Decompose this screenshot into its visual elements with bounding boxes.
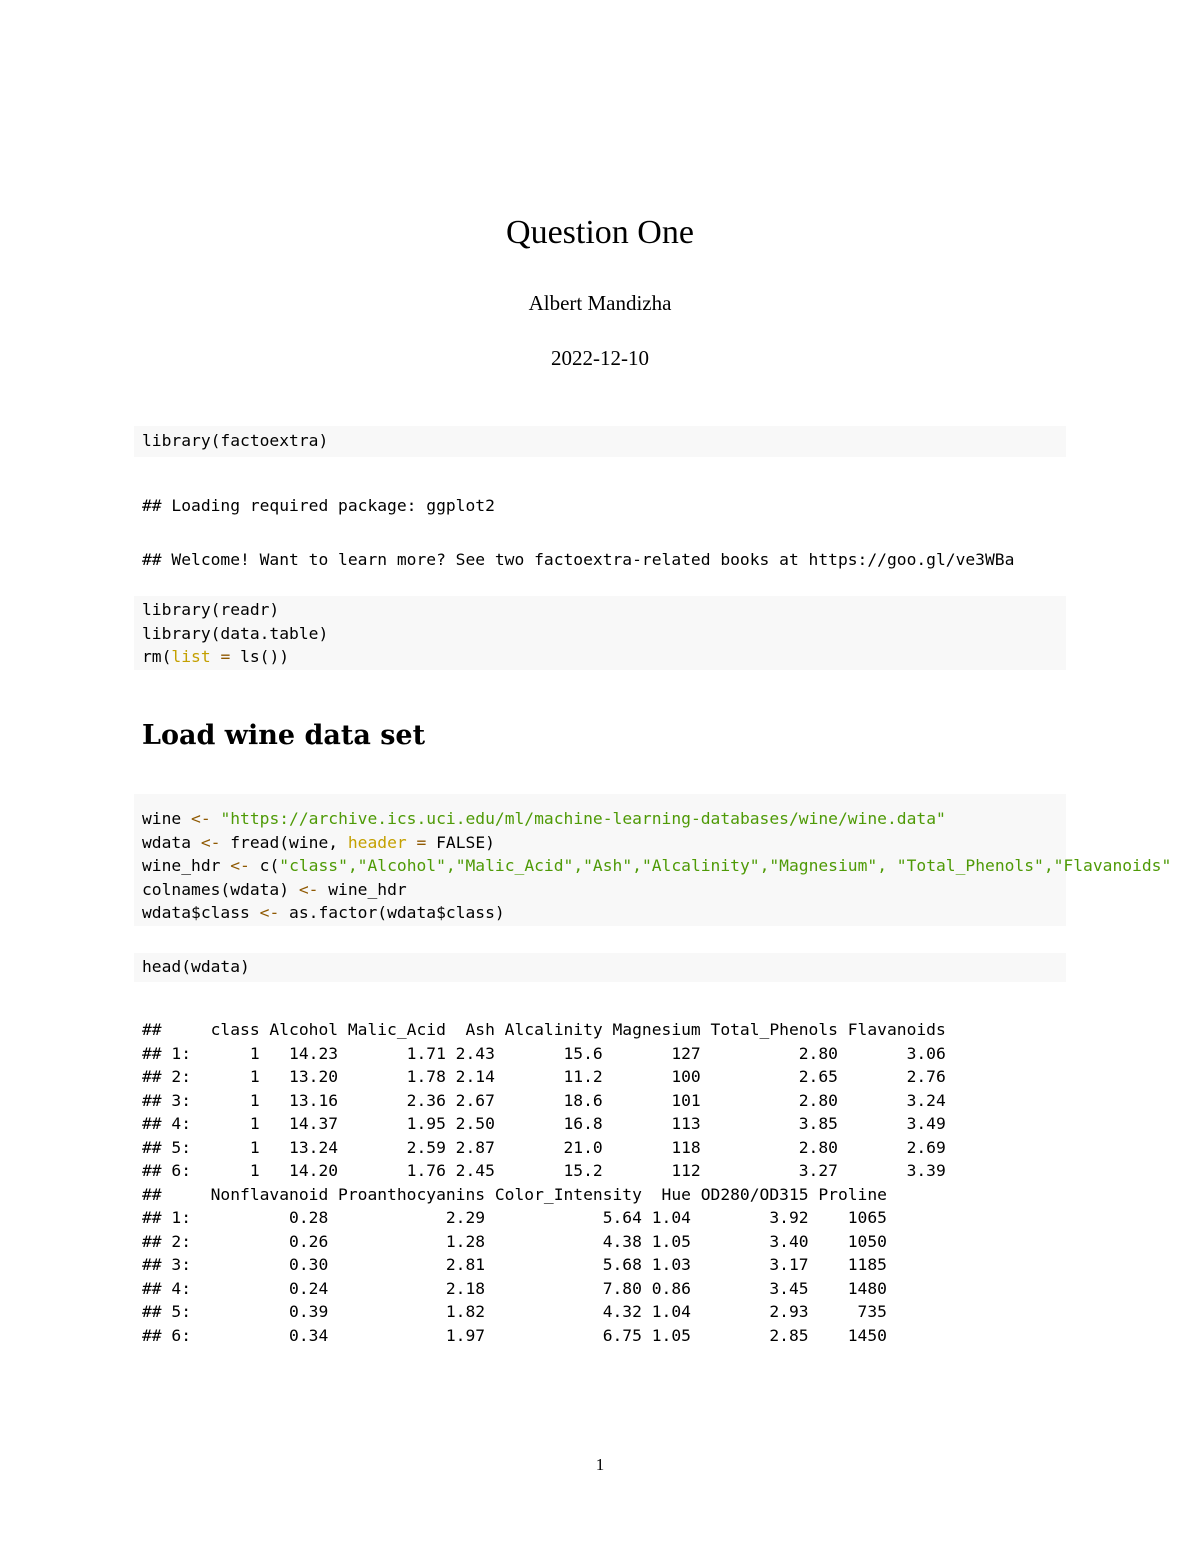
table-row: ## 5: 0.39 1.82 4.32 1.04 2.93 735 xyxy=(142,1302,887,1321)
code-line-wine-url xyxy=(142,807,946,831)
code-function: rm( xyxy=(142,647,172,666)
code-line-library-readr: library(readr) xyxy=(142,600,280,619)
code-line-colnames xyxy=(142,878,407,902)
code-operator: = xyxy=(406,832,437,852)
code-line-head: head(wdata) xyxy=(142,957,250,976)
code-operator: <- xyxy=(298,879,319,899)
output-line-welcome-message: ## Welcome! Want to learn more? See two factoextra-related books at https://goo.gl/ve3WBa xyxy=(142,550,1015,569)
table-row: ## 2: 1 13.20 1.78 2.14 11.2 100 2.65 2.76 xyxy=(142,1067,946,1086)
document-date: 2022-12-10 xyxy=(551,346,649,370)
code-operator: <- xyxy=(191,809,211,828)
table-row: ## 3: 1 13.16 2.36 2.67 18.6 101 2.80 3.24 xyxy=(142,1090,946,1110)
code-line xyxy=(142,429,328,453)
table-header-row: ## Nonflavanoid Proanthocyanins Color_Intensity Hue OD280/OD315 Proline xyxy=(142,1184,887,1204)
code-line-library-datatable: library(data.table) xyxy=(142,623,329,643)
code-line-as-factor xyxy=(142,901,505,925)
code-text: as.factor(wdata$class) xyxy=(279,903,505,922)
code-text: c( xyxy=(249,856,280,875)
code-chunk-library-factoextra xyxy=(134,426,1066,457)
code-text xyxy=(211,809,221,828)
code-text: library(factoextra) xyxy=(142,431,329,450)
code-string: "class","Alcohol","Malic_Acid","Ash","Alcalinity","Magnesium", "Total_Phenols","Flavanoids" xyxy=(279,856,1172,875)
table-row: ## 6: 1 14.20 1.76 2.45 15.2 112 3.27 3.39 xyxy=(142,1161,946,1180)
code-operator: <- xyxy=(259,903,280,922)
code-text: ls()) xyxy=(240,647,290,666)
code-line-rm xyxy=(142,645,289,669)
code-text: FALSE) xyxy=(436,832,495,852)
code-line-fread xyxy=(142,831,495,855)
code-argument: list xyxy=(171,647,211,666)
code-operator: <- xyxy=(200,832,221,852)
code-operator: <- xyxy=(230,856,250,875)
table-row: ## 2: 0.26 1.28 4.38 1.05 3.40 1050 xyxy=(142,1231,887,1251)
code-text: fread(wine, xyxy=(220,832,348,852)
output-line-loading-package: ## Loading required package: ggplot2 xyxy=(142,496,495,515)
table-row: ## 4: 1 14.37 1.95 2.50 16.8 113 3.85 3.49 xyxy=(142,1114,946,1133)
code-argument: header xyxy=(347,832,407,852)
table-row: ## 4: 0.24 2.18 7.80 0.86 3.45 1480 xyxy=(142,1278,887,1298)
code-line-wine-hdr xyxy=(142,854,1171,878)
code-text: wdata xyxy=(142,832,201,852)
table-row: ## 5: 1 13.24 2.59 2.87 21.0 118 2.80 2.69 xyxy=(142,1137,946,1157)
code-text: wine xyxy=(142,809,192,828)
code-chunk-head xyxy=(134,953,1066,982)
code-operator: = xyxy=(210,647,241,666)
code-text: wdata$class xyxy=(142,903,260,922)
code-text: colnames(wdata) xyxy=(142,879,299,899)
table-row: ## 6: 0.34 1.97 6.75 1.05 2.85 1450 xyxy=(142,1325,887,1345)
code-chunk-load-wine xyxy=(134,794,1172,926)
author-name: Albert Mandizha xyxy=(528,291,672,315)
code-text: wine_hdr xyxy=(142,856,231,875)
code-chunk-libraries xyxy=(134,596,1066,670)
code-string: "https://archive.ics.uci.edu/ml/machine-learning-databases/wine/wine.data" xyxy=(220,809,946,828)
table-row: ## 3: 0.30 2.81 5.68 1.03 3.17 1185 xyxy=(142,1255,887,1274)
section-heading: Load wine data set xyxy=(142,720,426,751)
code-text: wine_hdr xyxy=(318,879,407,899)
page-number: 1 xyxy=(595,1455,605,1474)
document-title: Question One xyxy=(506,214,694,251)
table-row: ## 1: 1 14.23 1.71 2.43 15.6 127 2.80 3.06 xyxy=(142,1043,946,1063)
table-header-row: ## class Alcohol Malic_Acid Ash Alcalinity Magnesium Total_Phenols Flavanoids xyxy=(142,1020,946,1039)
table-row: ## 1: 0.28 2.29 5.64 1.04 3.92 1065 xyxy=(142,1208,887,1227)
